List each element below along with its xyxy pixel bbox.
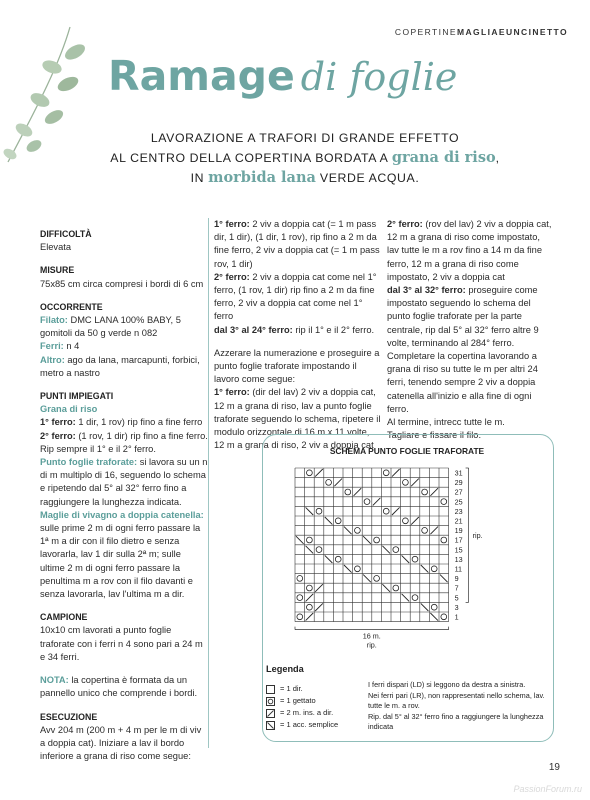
nota-value: la copertina è formata da un pannello unico che comprende i bordi. (40, 675, 198, 699)
chart-k2tog-icon (430, 527, 438, 535)
title-main: Ramage (108, 52, 295, 100)
instr-row-6 (387, 284, 552, 350)
legend-note: Rip. dal 5° al 32° ferro fino a raggiungere la lunghezza indicata (368, 711, 544, 731)
legend-note: Nei ferri pari (LR), non rappresentati nello schema, lav. tutte le m. a rov. (368, 690, 545, 710)
heading-occorrente: OCCORRENTE (40, 301, 103, 312)
chart-rip-right-label: rip. (472, 531, 483, 541)
chart-row-label: 29 (454, 478, 463, 488)
filato-value: DMC LANA 100% BABY, 5 gomitoli da 50 g verde n 082 (40, 315, 181, 339)
chart-width-label: 16 m. (362, 631, 381, 641)
legend-label: = 1 acc. semplice (280, 720, 339, 729)
instr-row-5 (387, 218, 552, 284)
chart-ssk-icon (430, 613, 438, 621)
chart-k2tog-icon (315, 584, 323, 592)
chart-yarn-over-icon (374, 576, 380, 582)
chart-ssk-icon (296, 536, 304, 544)
legend-item-knit (266, 684, 303, 694)
chart-yarn-over-icon (345, 489, 351, 495)
heading-grana: Grana di riso (40, 404, 98, 415)
chart-k2tog-icon (315, 603, 323, 611)
instr-paragraph: Completare la copertina lavorando a grana di riso su tutte le m per altri 24 ferri, tenendo sempre 2 viv a doppia catenella all'inizio e alla fine di ogni ferro. (387, 351, 538, 414)
subtitle (70, 128, 540, 188)
chart-yarn-over-icon (383, 508, 389, 514)
chart-yarn-over-icon (441, 614, 447, 620)
chart-row-label: 11 (454, 564, 463, 574)
legend-notes (368, 680, 548, 733)
chart-yarn-over-icon (335, 556, 341, 562)
chart-k2tog-icon (373, 498, 381, 506)
page-number: 19 (548, 762, 560, 773)
subtitle-text: , (495, 151, 500, 165)
chart-ssk-icon (306, 507, 314, 515)
chart-yarn-over-icon (412, 556, 418, 562)
instr-value: (rov del lav) 2 viv a doppia cat, 12 m a grana di riso come impostato, lav tutte le m a rov fino a 14 m da fine ferro, 12 m a grana di riso come impostato, 2 viv a doppia cat (387, 219, 552, 282)
column-materials (40, 218, 208, 763)
chart-k2tog-icon (392, 507, 400, 515)
maglie-line (40, 509, 208, 601)
chart-yarn-over-icon (307, 537, 313, 543)
foglie-line (40, 456, 208, 509)
watermark: PassionForum.ru (513, 784, 582, 794)
ssk-symbol-icon (266, 721, 275, 730)
chart-yarn-over-icon (297, 614, 303, 620)
chart-row-label: 25 (454, 497, 463, 507)
filato-key: Filato: (40, 315, 68, 326)
subtitle-text: IN (190, 171, 209, 185)
chart-ssk-icon (440, 575, 448, 583)
section-header-bold: MAGLIAEUNCINETTO (456, 27, 568, 37)
instr-paragraph: Tagliare e fissare il filo. (387, 430, 482, 441)
chart-yarn-over-icon (335, 518, 341, 524)
chart-yarn-over-icon (307, 604, 313, 610)
chart-ssk-icon (306, 546, 314, 554)
chart-ssk-icon (421, 565, 429, 573)
chart-row-label: 17 (454, 535, 463, 545)
chart-row-label: 27 (454, 487, 463, 497)
section-header-light: COPERTINE (394, 27, 457, 37)
chart-yarn-over-icon (297, 595, 303, 601)
legend-item-ssk (266, 720, 338, 730)
ferri-line (40, 340, 208, 353)
chart-ssk-icon (363, 536, 371, 544)
heading-punti: PUNTI IMPIEGATI (40, 391, 114, 402)
instr-key: 1° ferro: (214, 387, 250, 398)
chart-yarn-over-icon (355, 566, 361, 572)
chart-ssk-icon (344, 527, 352, 535)
subtitle-line-1: LAVORAZIONE A TRAFORI DI GRANDE EFFETTO (150, 131, 460, 145)
difficolta-value: Elevata (40, 242, 72, 253)
chart-k2tog-icon (411, 479, 419, 487)
chart-row-label: 7 (454, 583, 459, 593)
instr-paragraph: Al termine, intrecc tutte le m. (387, 417, 505, 428)
chart-ssk-icon (363, 575, 371, 583)
column-divider (208, 218, 209, 748)
grana-row-2 (40, 430, 208, 456)
misure-value: 75x85 cm circa compresi i bordi di 6 cm (40, 278, 204, 289)
chart-row-label: 13 (454, 554, 463, 564)
instr-key: 1° ferro: (214, 219, 250, 229)
instr-paragraph: Azzerare la numerazione e proseguire a punto foglie traforate impostando il lavoro come segue: (214, 347, 380, 385)
altro-line (40, 354, 208, 380)
chart-rip-bottom-label: rip. (366, 640, 377, 650)
legend-label: = 2 m. ins. a dir. (280, 708, 334, 717)
chart-row-label: 15 (454, 545, 463, 555)
chart-k2tog-icon (411, 517, 419, 525)
ferri-key: Ferri: (40, 341, 64, 352)
subtitle-line-2 (70, 148, 540, 168)
heading-campione: CAMPIONE (40, 612, 88, 623)
knit-symbol-icon (266, 685, 275, 694)
instr-value: 2 viv a doppia cat (= 1 m pass dir, 1 dir), (1 dir, 1 rov), rip fino a 2 m da fine ferro, 2 viv a doppia cat (= 1 m pass rov, 1 dir) (214, 219, 380, 269)
chart-k2tog-icon (306, 594, 314, 602)
chart-yarn-over-icon (393, 547, 399, 553)
chart-yarn-over-icon (403, 518, 409, 524)
chart-ssk-icon (344, 565, 352, 573)
filato-line (40, 314, 208, 340)
chart-k2tog-icon (392, 469, 400, 477)
subtitle-highlight: grana di riso (391, 149, 496, 166)
heading-misure: MISURE (40, 265, 75, 276)
chart-yarn-over-icon (422, 528, 428, 534)
grana-row-1-value: 1 dir, 1 rov) rip fino a fine ferro (75, 417, 203, 428)
chart-row-label: 31 (454, 468, 463, 478)
instr-value: rip il 1° e il 2° ferro. (292, 324, 375, 335)
chart-yarn-over-icon (431, 604, 437, 610)
heading-esecuzione: ESECUZIONE (40, 711, 98, 722)
foglie-key: Punto foglie traforate: (40, 457, 138, 468)
chart-ssk-icon (402, 555, 410, 563)
legend-item-k2tog (266, 708, 333, 718)
chart-row-label: 1 (454, 612, 459, 622)
maglie-key: Maglie di vivagno a doppia catenella: (40, 509, 204, 520)
subtitle-text: VERDE ACQUA. (315, 171, 420, 185)
instr-key: 2° ferro: (387, 219, 423, 229)
instr-key: dal 3° al 24° ferro: (214, 324, 293, 335)
chart-yarn-over-icon (393, 585, 399, 591)
altro-value: ago da lana, marcapunti, forbici, metro a nastro (40, 354, 200, 378)
chart-yarn-over-icon (364, 499, 370, 505)
grana-row-2-value: (1 rov, 1 dir) rip fino a fine ferro. Rip sempre il 1° e il 2° ferro. (40, 430, 208, 454)
chart-yarn-over-icon (441, 537, 447, 543)
chart-row-label: 23 (454, 506, 463, 516)
nota-key: NOTA: (40, 675, 69, 686)
chart-ssk-icon (325, 517, 333, 525)
instr-value: (dir del lav) 2 viv a doppia cat, 12 m a grana di riso, lav a punto foglie traforate seguendo lo schema, ripetere il modulo orizzontale di 16 m x 11 volte, 12 m a grana di riso, 2 viv a doppia cat (214, 387, 381, 451)
legend-note: I ferri dispari (LD) si leggono da destra a sinistra. (368, 680, 526, 689)
chart-k2tog-icon (306, 613, 314, 621)
chart-yarn-over-icon (307, 585, 313, 591)
chart-ssk-icon (402, 594, 410, 602)
chart-title: SCHEMA PUNTO FOGLIE TRAFORATE (329, 446, 485, 456)
yarn-over-symbol-icon (266, 697, 275, 706)
chart-k2tog-icon (430, 488, 438, 496)
chart-yarn-over-icon (403, 480, 409, 486)
column-instructions-2 (387, 218, 552, 442)
chart-yarn-over-icon (422, 489, 428, 495)
chart-ssk-icon (382, 584, 390, 592)
subtitle-text: AL CENTRO DELLA COPERTINA BORDATA A (110, 151, 392, 165)
heading-difficolta: DIFFICOLTÀ (40, 229, 92, 239)
instr-row-2 (214, 271, 382, 324)
chart-k2tog-icon (354, 488, 362, 496)
chart-row-label: 3 (454, 602, 459, 612)
campione-value: 10x10 cm lavorati a punto foglie traforate con i ferri n 4 sono pari a 24 m e 34 ferri. (40, 625, 203, 662)
chart-row-label: 19 (454, 526, 463, 536)
nota-line (40, 674, 208, 700)
chart-yarn-over-icon (307, 470, 313, 476)
column-instructions-1 (214, 218, 382, 452)
maglie-value: sulle prime 2 m di ogni ferro passare la 1ª m a dir con il filo dietro e senza lavorarla, lav 1 dir sulla 2ª m; sulle ultime 2 m di ogni ferro passare la penultima m a rov con il filo davanti e senza lavorarla, lav l'ultima m a dir. (40, 523, 201, 600)
chart-yarn-over-icon (355, 528, 361, 534)
grana-row-1 (40, 416, 208, 429)
chart-yarn-over-icon (326, 480, 332, 486)
k2tog-symbol-icon (266, 709, 275, 718)
chart-yarn-over-icon (431, 566, 437, 572)
legend-label: = 1 gettato (280, 696, 316, 705)
chart-yarn-over-icon (297, 576, 303, 582)
chart-row-label: 9 (454, 574, 459, 584)
chart-row-label: 21 (454, 516, 463, 526)
grana-row-1-key: 1° ferro: (40, 417, 76, 428)
knitting-chart (280, 462, 540, 662)
grana-row-2-key: 2° ferro: (40, 430, 76, 441)
chart-yarn-over-icon (374, 537, 380, 543)
chart-yarn-over-icon (441, 499, 447, 505)
instr-value: proseguire come impostato seguendo lo schema del punto foglie traforate per la parte centrale, rip dal 5° al 32° ferro altre 9 volte, terminando al 284° ferro. (387, 285, 539, 348)
chart-yarn-over-icon (412, 595, 418, 601)
page-title (108, 52, 457, 100)
legend-label: = 1 dir. (280, 684, 303, 693)
instr-row-3 (214, 324, 382, 337)
chart-yarn-over-icon (383, 470, 389, 476)
chart-ssk-icon (421, 603, 429, 611)
chart-yarn-over-icon (316, 547, 322, 553)
legend-item-yarnover (266, 696, 316, 706)
subtitle-highlight: morbida lana (208, 169, 316, 186)
altro-key: Altro: (40, 354, 65, 365)
instr-key: dal 3° al 32° ferro: (387, 285, 466, 296)
chart-k2tog-icon (315, 469, 323, 477)
chart-ssk-icon (325, 555, 333, 563)
instr-row-1 (214, 218, 382, 271)
ferri-value: n 4 (63, 341, 80, 352)
chart-k2tog-icon (334, 479, 342, 487)
esecuzione-value: Avv 204 m (200 m + 4 m per le m di viv a doppia cat). Iniziare a lav il bordo inferiore a grana di riso come segue: (40, 724, 202, 762)
instr-key: 2° ferro: (214, 271, 250, 282)
subtitle-line-3 (70, 168, 540, 188)
section-header (395, 27, 568, 37)
foglie-value: si lavora su un n di m multiplo di 16, seguendo lo schema e ripetendo dal 5° al 32° ferro fino a raggiungere la lunghezza indicata. (40, 457, 208, 507)
chart-yarn-over-icon (316, 508, 322, 514)
chart-ssk-icon (382, 546, 390, 554)
chart-row-label: 5 (454, 593, 459, 603)
legend-title: Legenda (266, 664, 304, 674)
instr-value: 2 viv a doppia cat come nel 1° ferro, (1 rov, 1 dir) rip fino a 2 m da fine ferro, 2 viv a doppia cat come nel 1° ferro (214, 271, 377, 322)
title-script: di foglie (300, 55, 458, 99)
